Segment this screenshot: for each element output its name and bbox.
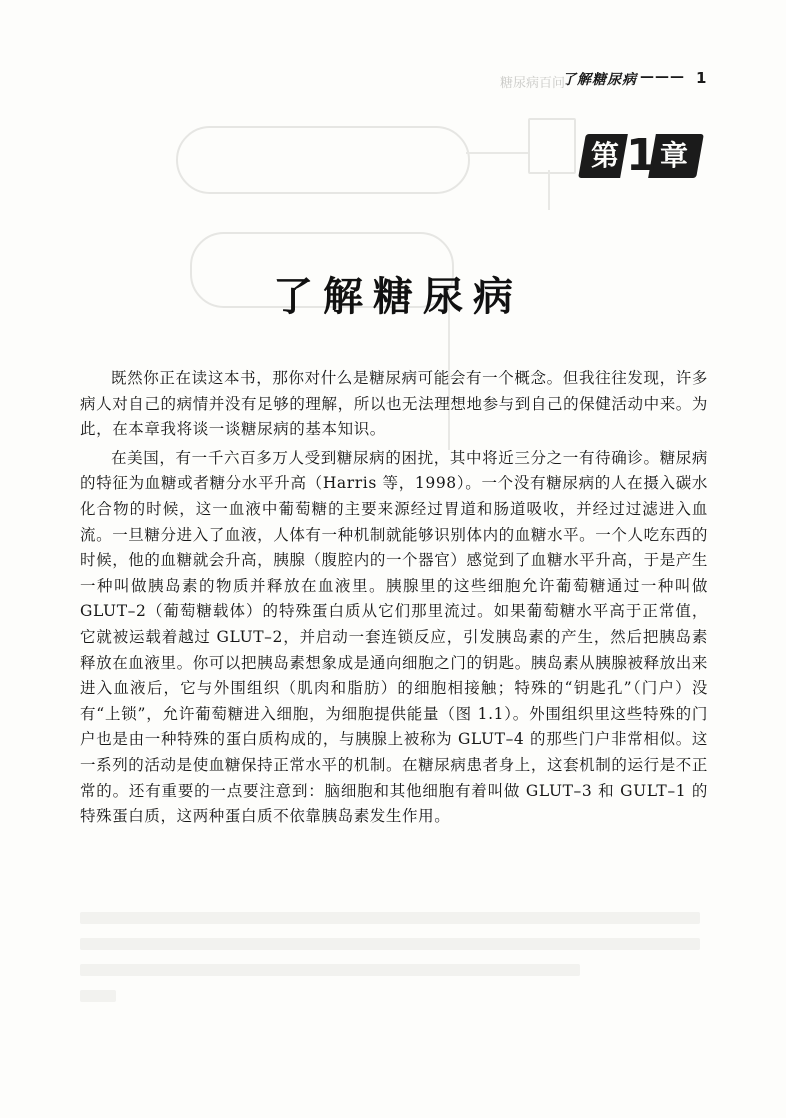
chapter-badge (582, 132, 700, 180)
bleed-through-line (80, 964, 580, 976)
body-text (80, 366, 708, 833)
running-header-title: 了解糖尿病 (562, 72, 637, 88)
running-header-ghost-text: 糖尿病百问 (500, 76, 566, 91)
bleed-through-line (80, 938, 700, 950)
bleed-through-line (80, 990, 116, 1002)
chapter-badge-suffix: 章 (660, 139, 689, 172)
bleed-through-shape (176, 126, 470, 194)
paragraph-main: 在美国，有一千六百多万人受到糖尿病的困扰，其中将近三分之一有待确诊。糖尿病的特征为血糖或者糖分水平升高（Harris 等，1998）。一个没有糖尿病的人在摄入碳水化合物的时候，这一血液中葡萄糖的主要来源经过胃道和肠道吸收，并经过过滤进入血流。一旦糖分进入了血液，人体有一种机制就能够识别体内的血糖水平。一个人吃东西的时候，他的血糖就会升高，胰腺（腹腔内的一个器官）感觉到了血糖水平升高，于是产生一种叫做胰岛素的物质并释放在血液里。胰腺里的这些细胞允许葡萄糖通过一种叫做 GLUT–2（葡萄糖载体）的特殊蛋白质从它们那里流过。如果葡萄糖水平高于正常值，它就被运载着越过 GLUT–2，并启动一套连锁反应，引发胰岛素的产生，然后把胰岛素释放在血液里。你可以把胰岛素想象成是通向细胞之门的钥匙。胰岛素从胰腺被释放出来进入血液后，它与外围组织（肌肉和脂肪）的细胞相接触；特殊的“钥匙孔”（门户）没有“上锁”，允许葡萄糖进入细胞，为细胞提供能量（图 1.1）。外围组织里这些特殊的门户也是由一种特殊的蛋白质构成的，与胰腺上被称为 GLUT–4 的那些门户非常相似。这一系列的活动是使血糖保持正常水平的机制。在糖尿病患者身上，这套机制的运行是不正常的。还有重要的一点要注意到：脑细胞和其他细胞有着叫做 GLUT–3 和 GULT–1 的特殊蛋白质，这两种蛋白质不依靠胰岛素发生作用。 (80, 448, 708, 826)
bleed-through-line (466, 152, 528, 154)
paragraph-intro: 既然你正在读这本书，那你对什么是糖尿病可能会有一个概念。但我往往发现，许多病人对自己的病情并没有足够的理解，所以也无法理想地参与到自己的保健活动中来。为此，在本章我将谈一谈糖尿病的基本知识。 (80, 369, 708, 439)
bleed-through-line (80, 912, 700, 924)
running-header-dashes: ——— (640, 69, 685, 85)
bleed-through-line (548, 170, 550, 210)
chapter-title: 了解糖尿病 (273, 273, 523, 320)
chapter-number: 1 (626, 130, 657, 181)
page-number: 1 (696, 69, 707, 87)
chapter-badge-prefix: 第 (591, 139, 620, 172)
bleed-through-shape (528, 118, 576, 174)
running-header (500, 68, 720, 90)
